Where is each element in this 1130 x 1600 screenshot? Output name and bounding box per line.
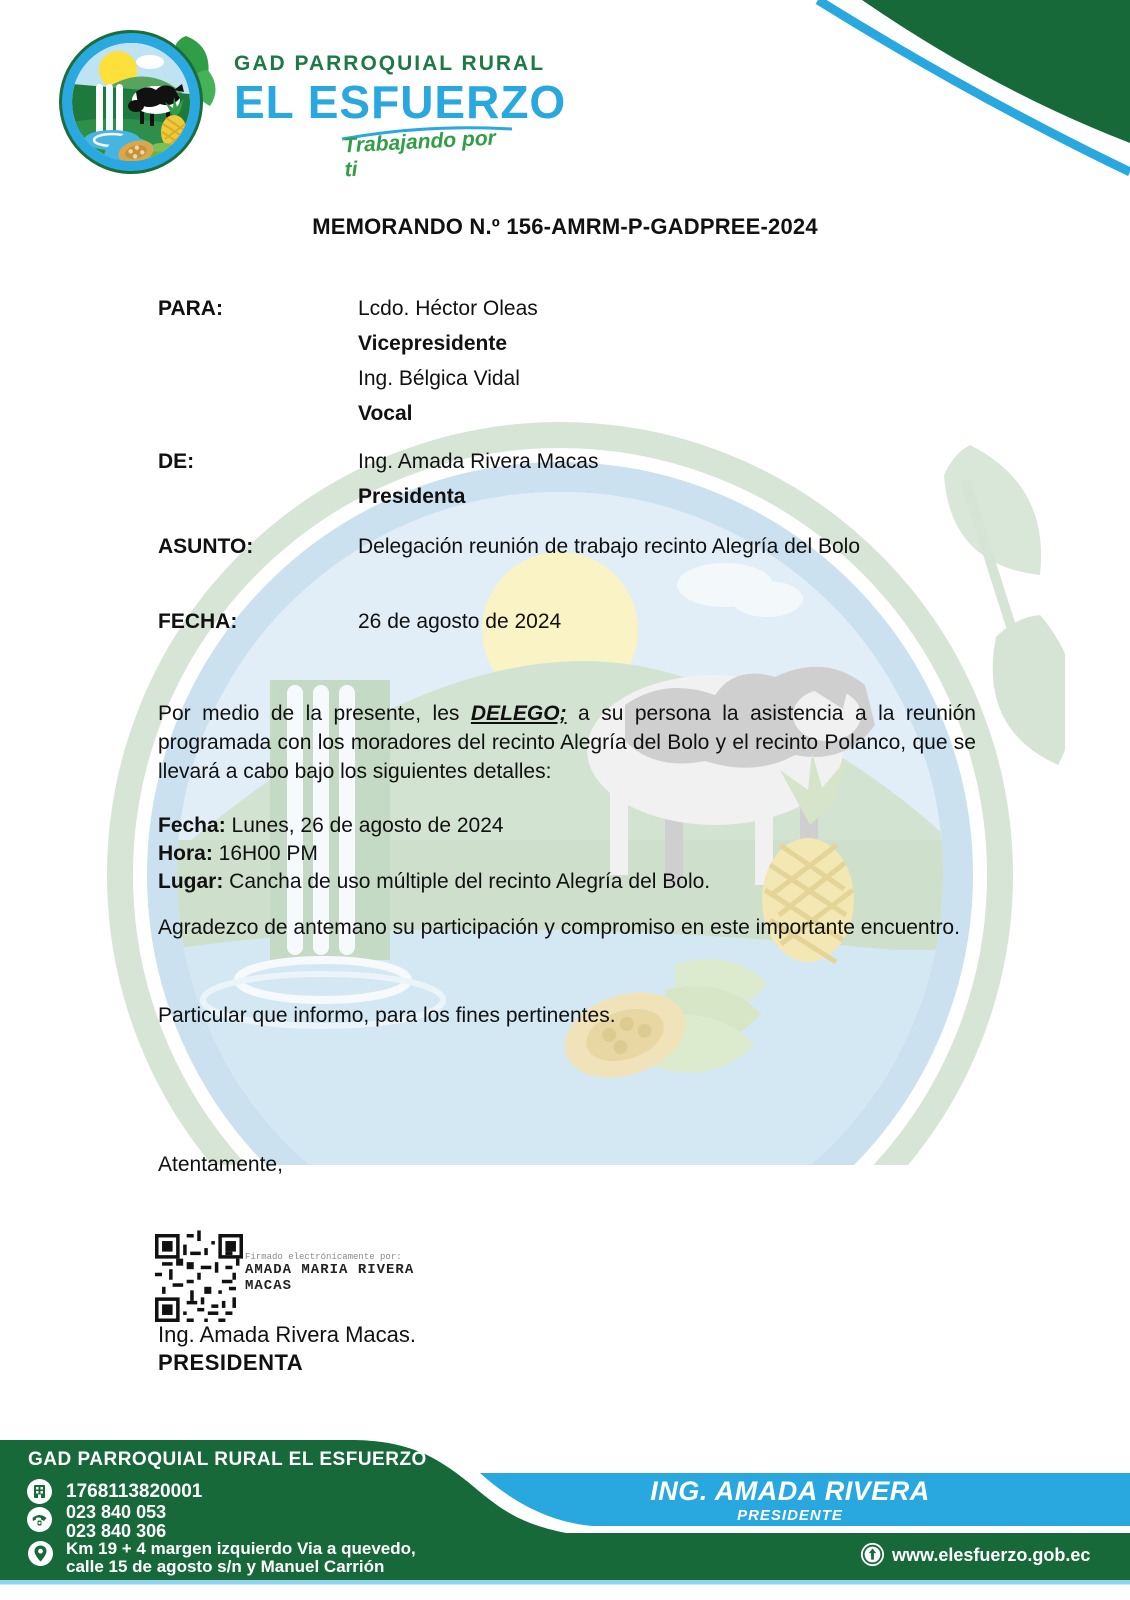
location-pin-icon xyxy=(27,1540,54,1567)
field-para xyxy=(158,291,988,431)
electronic-signature xyxy=(155,1230,414,1326)
footer-address-line2: calle 15 de agosto s/n y Manuel Carrión xyxy=(66,1557,385,1576)
signature-signer-line2: MACAS xyxy=(245,1278,293,1294)
field-asunto-value: Delegación reunión de trabajo recinto Alegría del Bolo xyxy=(358,535,861,558)
detail-hora-value: 16H00 PM xyxy=(212,842,318,865)
org-tagline: Trabajando por ti xyxy=(342,126,497,182)
sender-role: Presidenta xyxy=(358,485,466,508)
qr-code xyxy=(155,1230,243,1326)
ruc-icon xyxy=(26,1478,53,1505)
footer-phone-1: 023 840 053 xyxy=(66,1502,167,1522)
footer-address xyxy=(66,1540,416,1576)
phone-icon xyxy=(26,1506,53,1533)
signature-caption: Firmado electrónicamente por: xyxy=(245,1252,402,1262)
detail-lugar-label: Lugar: xyxy=(158,870,224,893)
top-right-corner-decoration xyxy=(800,0,1130,200)
footer-website: www.elesfuerzo.gob.ec xyxy=(892,1545,1091,1565)
field-para-label: PARA: xyxy=(158,297,223,320)
recipient-name: Lcdo. Héctor Oleas xyxy=(358,297,538,320)
footer-bottom-strip xyxy=(0,1580,1130,1585)
detail-fecha xyxy=(158,812,976,840)
field-para-value xyxy=(358,291,538,431)
signatory-name: Ing. Amada Rivera Macas. xyxy=(158,1322,417,1347)
p1-text-after: a su persona la asistencia a la reunión programada con los moradores del recinto Alegría del Bolo y el recinto Polanco, que se llevará a cabo bajo los siguientes detalles: xyxy=(158,702,976,783)
field-fecha-value: 26 de agosto de 2024 xyxy=(358,610,562,633)
signature-text xyxy=(245,1252,414,1326)
closing-word: Atentamente, xyxy=(158,1153,283,1176)
field-de-value xyxy=(358,444,598,514)
cloud-icon xyxy=(136,55,164,69)
field-asunto xyxy=(158,529,988,564)
footer-president-name: ING. AMADA RIVERA xyxy=(650,1476,930,1506)
recipient-role: Vocal xyxy=(358,402,413,425)
detail-hora-label: Hora: xyxy=(158,842,213,865)
memo-title: MEMORANDO N.º 156-AMRM-P-GADPREE-2024 xyxy=(312,214,818,239)
meeting-details xyxy=(158,812,976,896)
field-fecha xyxy=(158,604,988,639)
body-paragraph-1 xyxy=(158,699,976,786)
signature-signer-line1: AMADA MARIA RIVERA xyxy=(245,1262,415,1278)
field-de-label: DE: xyxy=(158,450,195,473)
footer-phone-2: 023 840 306 xyxy=(66,1521,167,1541)
detail-hora xyxy=(158,840,976,868)
detail-lugar-value: Cancha de uso múltiple del recinto Alegría del Bolo. xyxy=(223,870,711,893)
p1-text-before: Por medio de la presente, les xyxy=(158,702,471,725)
field-de xyxy=(158,444,988,514)
waterfall-icon xyxy=(96,84,123,136)
body-paragraph-3: Particular que informo, para los fines pertinentes. xyxy=(158,1004,616,1027)
field-fecha-label: FECHA: xyxy=(158,610,238,633)
detail-fecha-label: Fecha: xyxy=(158,814,226,837)
org-name-line1: GAD PARROQUIAL RURAL xyxy=(234,52,546,75)
footer-president-role: PRESIDENTE xyxy=(737,1507,843,1524)
body-paragraph-2: Agradezco de antemano su participación y compromiso en este importante encuentro. xyxy=(158,916,960,939)
footer-address-line1: Km 19 + 4 margen izquierdo Via a quevedo, xyxy=(66,1539,416,1558)
detail-lugar xyxy=(158,868,976,896)
org-name-line2: EL ESFUERZO xyxy=(234,76,567,128)
sender-name: Ing. Amada Rivera Macas xyxy=(358,450,599,473)
footer-org-name: GAD PARROQUIAL RURAL EL ESFUERZO xyxy=(28,1449,427,1470)
signatory-role: PRESIDENTA xyxy=(158,1350,304,1375)
recipient-role: Vicepresidente xyxy=(358,332,508,355)
field-asunto-label: ASUNTO: xyxy=(158,535,254,558)
letterhead xyxy=(48,22,566,184)
corner-green-shape xyxy=(862,0,1130,143)
footer-phones xyxy=(66,1503,166,1541)
website-icon xyxy=(860,1542,885,1567)
org-logo xyxy=(48,22,220,184)
p1-delego-emphasis: DELEGO; xyxy=(470,702,567,725)
footer-ruc-number: 1768113820001 xyxy=(66,1481,203,1502)
footer-president-block xyxy=(470,1476,1110,1524)
detail-fecha-value: Lunes, 26 de agosto de 2024 xyxy=(225,814,504,837)
recipient-name: Ing. Bélgica Vidal xyxy=(358,367,520,390)
